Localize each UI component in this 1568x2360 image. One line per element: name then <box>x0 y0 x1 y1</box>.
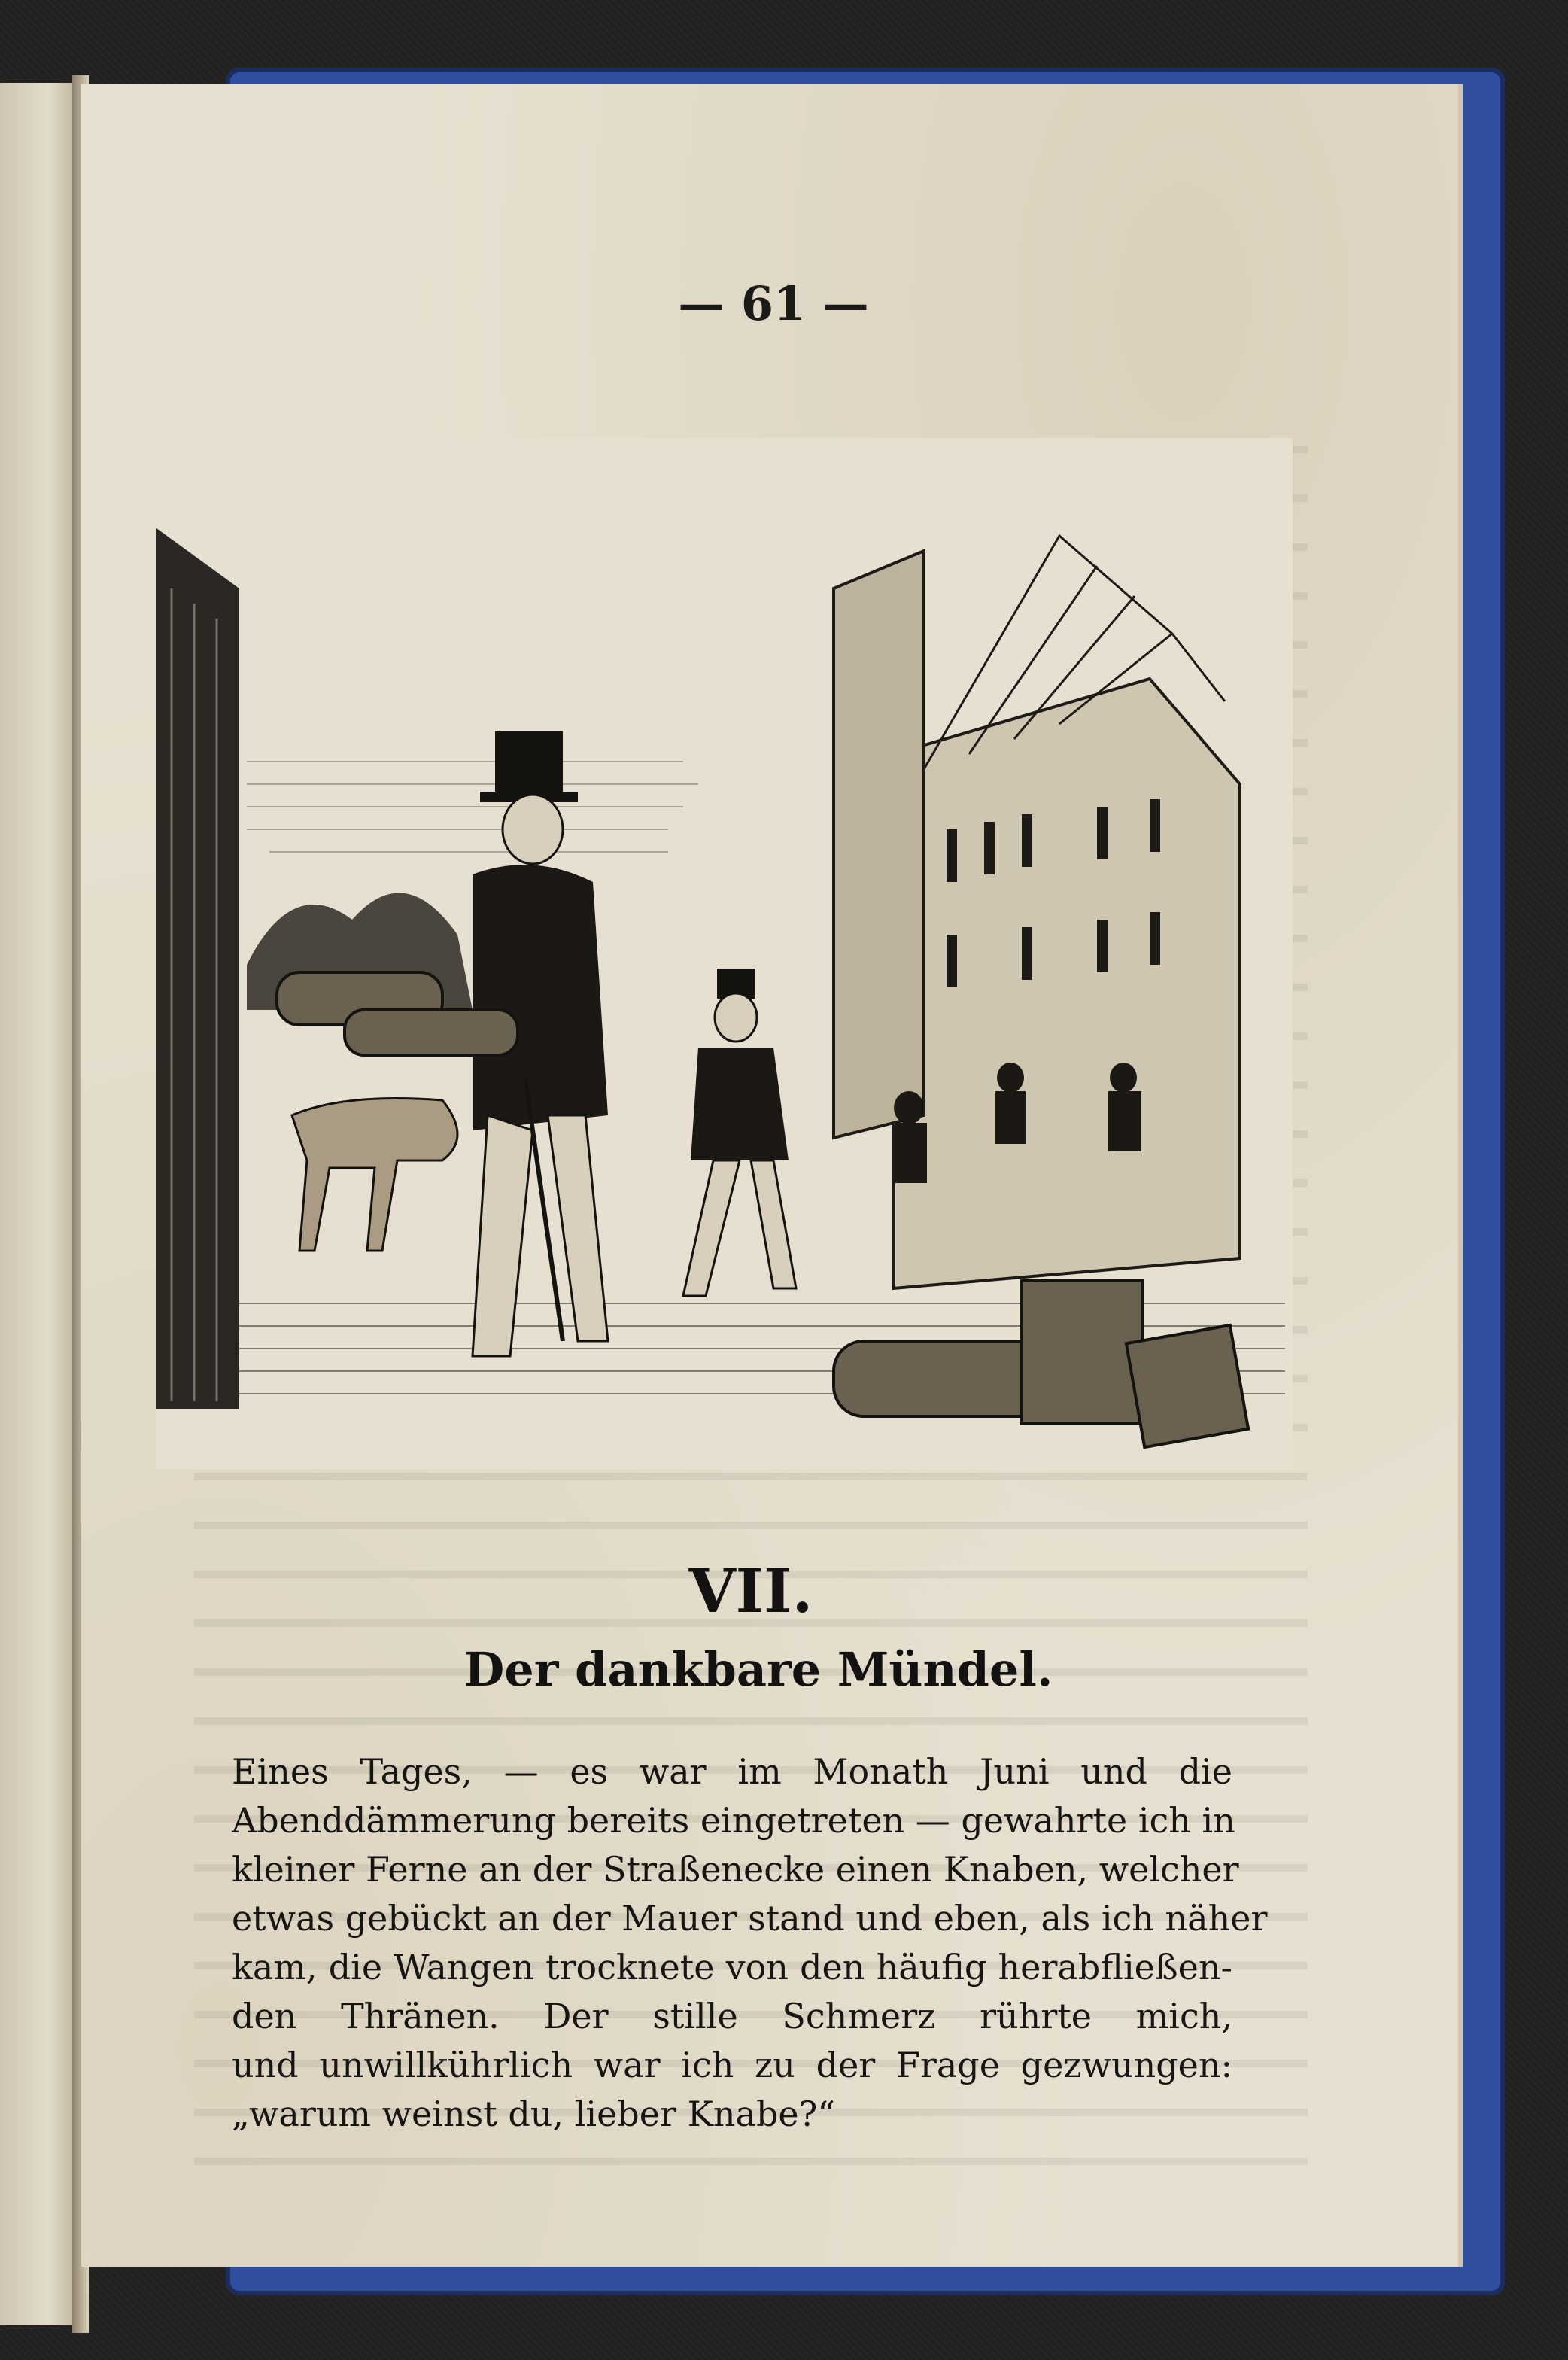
body-line: „warum weinst du, lieber Knabe?“ <box>232 2094 835 2134</box>
left-page-edge <box>0 83 81 2325</box>
body-line: den Thränen. Der stille Schmerz rührte mich, <box>232 1996 1232 2036</box>
chapter-title: Der dankbare Mündel. <box>463 1642 1053 1697</box>
body-line: und unwillkührlich war ich zu der Frage gezwungen: <box>232 2045 1232 2085</box>
body-line: Abenddämmerung bereits eingetreten — gewahrte ich in <box>232 1800 1235 1841</box>
body-line: kam, die Wangen trocknete von den häufig herabfließen- <box>232 1947 1232 1987</box>
body-line: Eines Tages, — es war im Monath Juni und die <box>232 1751 1232 1792</box>
book-page <box>81 84 1458 2267</box>
body-line: kleiner Ferne an der Straßenecke einen Knaben, welcher <box>232 1849 1239 1890</box>
body-line: etwas gebückt an der Mauer stand und eben, als ich näher <box>232 1898 1268 1939</box>
woodcut-illustration <box>156 438 1293 1469</box>
page-number: — 61 — <box>678 276 869 331</box>
body-paragraph <box>232 1747 1268 2139</box>
chapter-number: VII. <box>688 1556 813 1626</box>
